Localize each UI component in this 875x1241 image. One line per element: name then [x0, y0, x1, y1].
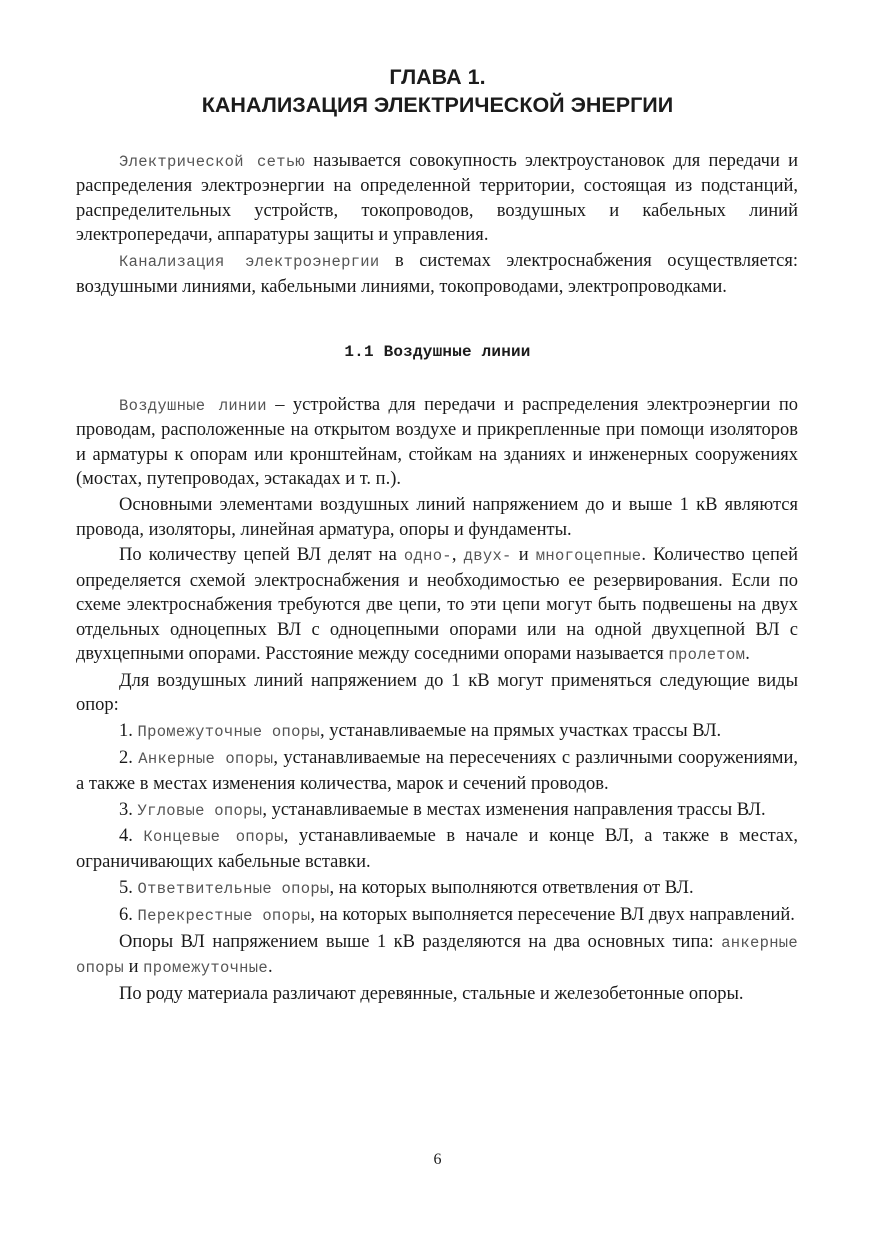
paragraph-text: и	[511, 545, 536, 566]
paragraph-text: .	[268, 956, 273, 977]
intro-block	[76, 149, 798, 300]
paragraph	[76, 393, 798, 492]
list-number: 4.	[119, 826, 144, 847]
term: анкерные опоры	[76, 933, 798, 977]
term: Электрической сетью	[119, 153, 306, 171]
term: Канализация электроэнергии	[119, 253, 380, 272]
term: Концевые опоры	[143, 828, 284, 847]
list-item	[76, 798, 798, 823]
chapter-title: КАНАЛИЗАЦИЯ ЭЛЕКТРИЧЕСКОЙ ЭНЕРГИИ	[201, 93, 674, 117]
list-item	[76, 876, 798, 901]
paragraph-text: , устанавливаемые на пересечениях с различными сооружениями, а также в местах изменения количества, марок и сечений проводов.	[76, 748, 799, 794]
paragraph	[76, 149, 798, 248]
paragraph-text: . Количество цепей определяется схемой электроснабжения и необходимостью ее резервирования. Если по схеме электроснабжения требуются две цепи, то эти цепи могут быть подвешены на двух отдельных одноцепных ВЛ с одноцепными опорами или на одной двухцепной ВЛ с двухцепными опорами. Расстояние между соседними опорами называется	[76, 545, 799, 665]
paragraph	[76, 543, 798, 667]
paragraph-text: – устройства для передачи и распределения электроэнергии по проводам, расположенные на открытом воздухе и прикрепленные при помощи изоляторов и арматуры к опорам или кронштейнам, стойкам на зданиях и инженерных сооружениях (мостах, путепроводах, эстакадах и т. п.).	[76, 395, 798, 490]
paragraph-text: По количеству цепей ВЛ делят на	[119, 545, 404, 566]
term: Перекрестные опоры	[137, 906, 311, 925]
term: двух-	[463, 547, 512, 566]
term: Анкерные опоры	[138, 750, 274, 769]
list-item	[76, 746, 798, 796]
paragraph: По роду материала различают деревянные, стальные и железобетонные опоры.	[119, 983, 744, 1004]
paragraph-text: , устанавливаемые в местах изменения направления трассы ВЛ.	[262, 799, 766, 820]
list-number: 2.	[119, 748, 139, 769]
list-item	[76, 903, 798, 928]
chapter-label: ГЛАВА 1.	[389, 65, 486, 89]
paragraph-text: называется совокупность электроустановок для передачи и распределения электроэнергии на определенной территории, состоящая из подстанций, распределительных устройств, токопроводов, воздушных и кабельных линий электропередачи, аппаратуры защиты и управления.	[76, 151, 799, 246]
list-number: 6.	[119, 904, 138, 925]
term: Воздушные линии	[119, 397, 267, 415]
paragraph-text: и	[124, 956, 144, 977]
term: промежуточные	[143, 958, 268, 977]
list-number: 3.	[119, 799, 138, 820]
list-number: 1.	[119, 721, 138, 742]
page-number: 6	[433, 1151, 442, 1168]
term: многоцепные	[535, 547, 642, 566]
term: одно-	[403, 547, 452, 566]
section-body	[76, 393, 798, 1008]
paragraph: Для воздушных линий напряжением до 1 кВ могут применяться следующие виды опор:	[76, 670, 798, 716]
paragraph	[76, 249, 798, 299]
paragraph-text: ,	[451, 545, 464, 566]
paragraph-text: , устанавливаемые в начале и конце ВЛ, а также в местах, ограничивающих кабельные вставки.	[76, 826, 799, 872]
paragraph-text: , на которых выполняется пересечение ВЛ двух направлений.	[310, 904, 795, 925]
list-item	[76, 824, 798, 874]
paragraph-text: в системах электроснабжения осуществляется: воздушными линиями, кабельными линиями, токопроводами, электропроводками.	[76, 251, 798, 297]
paragraph-text: Опоры ВЛ напряжением выше 1 кВ разделяются на два основных типа:	[119, 931, 722, 952]
term: Ответвительные опоры	[137, 879, 330, 898]
paragraph	[76, 930, 798, 981]
section-title: 1.1 Воздушные линии	[344, 343, 531, 361]
paragraph-text: , на которых выполняются ответвления от ВЛ.	[329, 877, 694, 898]
list-number: 5.	[119, 877, 138, 898]
paragraph: Основными элементами воздушных линий напряжением до и выше 1 кВ являются провода, изоляторы, линейная арматура, опоры и фундаменты.	[76, 495, 798, 540]
term: Промежуточные опоры	[137, 723, 320, 742]
term: Угловые опоры	[137, 801, 263, 820]
list-item	[76, 719, 798, 744]
term: пролетом	[668, 646, 746, 665]
paragraph-text: , устанавливаемые на прямых участках трассы ВЛ.	[319, 721, 722, 742]
paragraph-text: .	[745, 644, 750, 665]
